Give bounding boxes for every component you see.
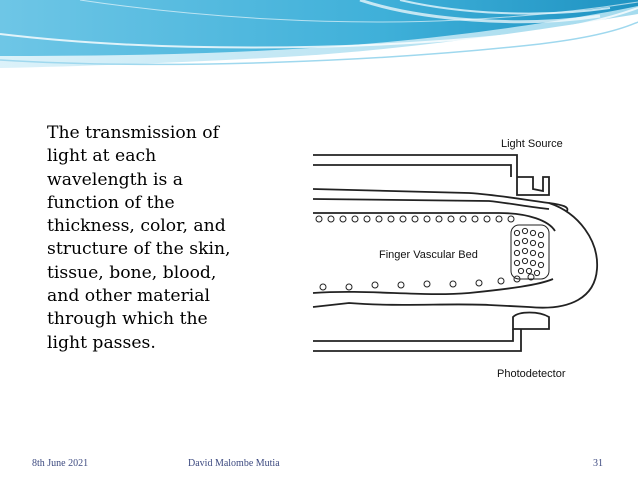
footer-page-number: 31 <box>593 458 603 469</box>
photodetector-label: Photodetector <box>497 368 566 380</box>
footer-date: 8th June 2021 <box>32 458 89 469</box>
slide-body-text: The transmission of light at each wavelength is a function of the thickness, color, and structure of the skin, tissue, bone, blood, and other material through which the light passes. <box>47 123 231 353</box>
light-source-label: Light Source <box>501 138 563 150</box>
decorative-banner <box>0 0 638 75</box>
vascular-bed-label: Finger Vascular Bed <box>379 249 478 261</box>
finger-vascular-diagram <box>249 121 615 389</box>
footer-author: David Malombe Mutia <box>188 458 280 469</box>
